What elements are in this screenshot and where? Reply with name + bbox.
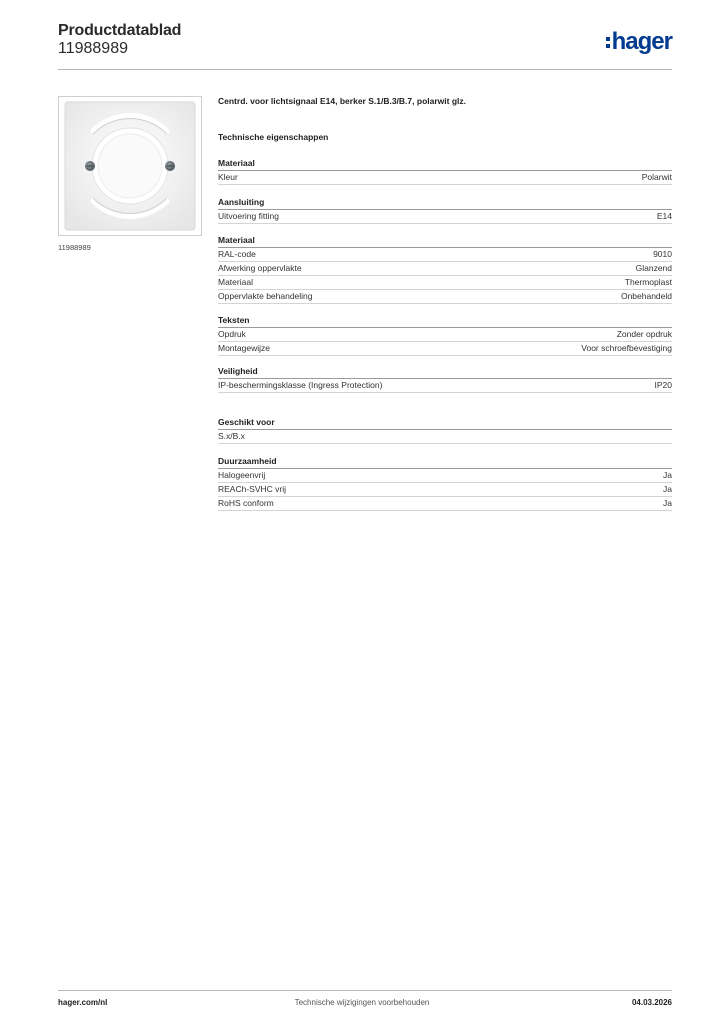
- spec-label: Opdruk: [218, 329, 246, 339]
- spec-row: [218, 290, 672, 304]
- technical-properties-heading: Technische eigenschappen: [218, 132, 329, 142]
- section-title: Duurzaamheid: [218, 455, 672, 469]
- product-image: [58, 96, 202, 236]
- spec-row: [218, 248, 672, 262]
- footer-website: hager.com/nl: [58, 998, 108, 1007]
- spec-value: Polarwit: [641, 172, 672, 182]
- spec-section: [218, 196, 672, 224]
- spec-value: E14: [656, 211, 672, 221]
- section-title: Veiligheid: [218, 365, 672, 379]
- spec-row: [218, 469, 672, 483]
- footer-date: 04.03.2026: [631, 998, 672, 1007]
- product-photo-icon: [59, 97, 201, 235]
- section-title: Materiaal: [218, 234, 672, 248]
- spec-label: REACh-SVHC vrij: [218, 484, 287, 494]
- spec-row: [218, 276, 672, 290]
- document-title: Productdatablad: [58, 22, 182, 39]
- spec-value: Ja: [663, 498, 672, 508]
- section-title: Materiaal: [218, 157, 672, 171]
- spec-row: [218, 262, 672, 276]
- spec-label: Uitvoering fitting: [218, 211, 279, 221]
- section-title: Aansluiting: [218, 196, 672, 210]
- spec-label: S.x/B.x: [218, 431, 245, 441]
- spec-label: Kleur: [218, 172, 238, 182]
- spec-row: [218, 210, 672, 224]
- spec-value: Zonder opdruk: [616, 329, 672, 339]
- spec-label: Halogeenvrij: [218, 470, 266, 480]
- spec-value: Ja: [663, 484, 672, 494]
- spec-value: Thermoplast: [624, 277, 672, 287]
- spec-value: Ja: [663, 470, 672, 480]
- spec-label: Oppervlakte behandeling: [218, 291, 313, 301]
- spec-label: Materiaal: [218, 277, 253, 287]
- footer-divider: [58, 990, 672, 991]
- spec-label: IP-beschermingsklasse (Ingress Protection): [218, 380, 383, 390]
- spec-section: [218, 234, 672, 304]
- header-divider: [58, 69, 672, 70]
- spec-section: [218, 314, 672, 356]
- spec-value: IP20: [654, 380, 672, 390]
- hager-logo: [606, 29, 672, 55]
- image-caption: 11988989: [58, 243, 91, 252]
- spec-row: [218, 328, 672, 342]
- section-title: Geschikt voor: [218, 416, 672, 430]
- spec-row: [218, 379, 672, 393]
- spec-sections: [218, 157, 672, 511]
- product-details: [218, 94, 672, 511]
- spec-row: [218, 497, 672, 511]
- page-header: [58, 20, 672, 70]
- logo-colon-icon: [606, 37, 610, 48]
- spec-label: Montagewijze: [218, 343, 270, 353]
- spec-label: Afwerking oppervlakte: [218, 263, 302, 273]
- spec-section: [218, 455, 672, 511]
- spec-label: RoHS conform: [218, 498, 274, 508]
- spec-value: Onbehandeld: [620, 291, 672, 301]
- spec-section: [218, 416, 672, 444]
- spec-row: [218, 483, 672, 497]
- spec-value: Voor schroefbevestiging: [581, 343, 672, 353]
- spec-row: [218, 342, 672, 356]
- footer-notice: Technische wijzigingen voorbehouden: [294, 998, 430, 1007]
- spec-section: [218, 157, 672, 185]
- spec-value: 9010: [653, 249, 672, 259]
- product-number: 11988989: [58, 40, 128, 57]
- section-title: Teksten: [218, 314, 672, 328]
- product-description: Centrd. voor lichtsignaal E14, berker S.1/B.3/B.7, polarwit glz.: [218, 96, 466, 106]
- spec-row: [218, 171, 672, 185]
- spec-row: [218, 430, 672, 444]
- spec-value: Glanzend: [635, 263, 672, 273]
- logo-wordmark: hager: [611, 28, 672, 55]
- spec-label: RAL-code: [218, 249, 256, 259]
- spec-section: [218, 365, 672, 393]
